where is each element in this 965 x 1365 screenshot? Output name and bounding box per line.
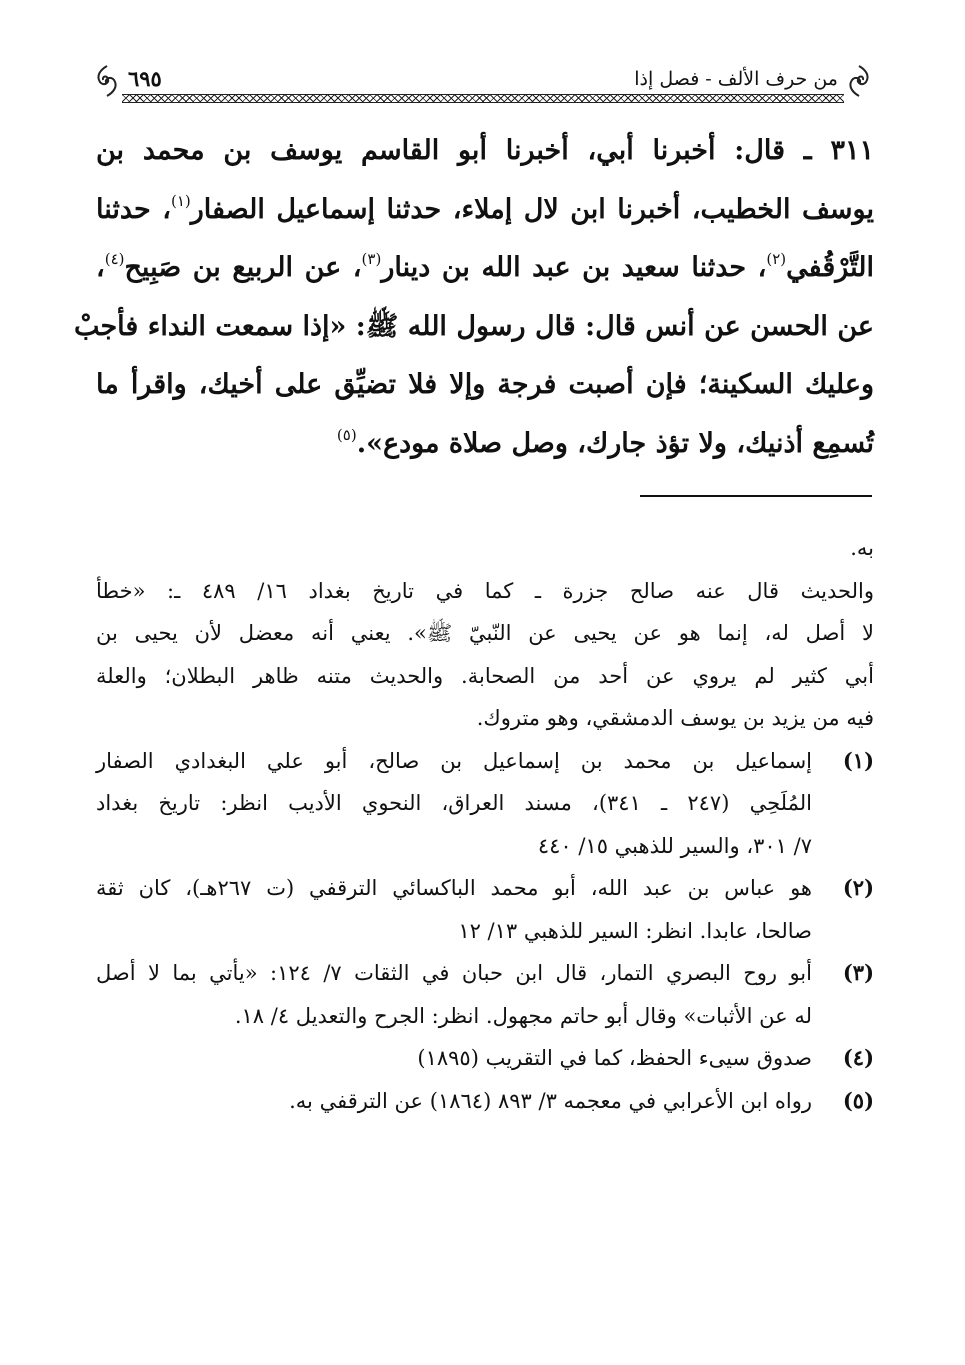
footnote-continuation-line: أبي كثير لم يروي عن أحد من الصحابة. والحديث متنه ظاهر البطلان؛ والعلة: [96, 663, 874, 688]
main-text: [73, 122, 874, 473]
footnote-item: [96, 1080, 874, 1123]
main-line: التَّرْقُفي$^{(٢)}$، حدثنا سعيد بن عبد الله بن دينار$^{(٣)}$، عن الربيع بن صَبِيح$^{(٤)}$،: [96, 250, 874, 283]
header-divider: [122, 94, 844, 103]
footnote-item: [96, 952, 874, 1037]
footnote-continuation-line: به.: [850, 536, 874, 560]
footnote-ref[interactable]: (٤): [104, 250, 125, 268]
footnote-item: [96, 1037, 874, 1080]
footnote-ref[interactable]: (٢): [766, 250, 787, 268]
main-line: تُسمِع أذنيك، ولا تؤذ جارك، وصل صلاة مودع».$^{(٥)}$: [336, 425, 874, 459]
main-line: يوسف الخطيب، أخبرنا ابن لال إملاء، حدثنا إسماعيل الصفار$^{(١)}$، حدثنا: [96, 191, 874, 225]
footnotes: [96, 527, 874, 1122]
footnote-ref[interactable]: (٥): [336, 425, 357, 444]
footnote-line: هو عباس بن عبد الله، أبو محمد الباكسائي الترقفي (ت ٢٦٧هـ)، كان ثقة: [96, 876, 812, 900]
running-header: [92, 56, 874, 102]
footnote-line: صالحا، عابدا. انظر: السير للذهبي ١٣/ ١٢: [458, 918, 812, 943]
footnote-number: (٣): [842, 960, 874, 985]
header-title: من حرف الألف - فصل إذا: [634, 68, 838, 90]
main-line: عن الحسن عن أنس قال: قال رسول الله ﷺ: «إذا سمعت النداء فأجبْ: [73, 310, 874, 342]
footnote-number: (٤): [842, 1045, 874, 1070]
page-number: ٦٩٥: [128, 66, 162, 91]
footnote-number: (٥): [842, 1087, 874, 1113]
footnote-line: المُلَحِي (٢٤٧ ـ ٣٤١)، مسند العراق، النحوي الأديب انظر: تاريخ بغداد: [96, 791, 812, 815]
footnote-line: أبو روح البصري التمار، قال ابن حبان في الثقات ٧/ ١٢٤: «يأتي بما لا أصل: [96, 961, 812, 985]
footnote-ref[interactable]: (١): [170, 191, 191, 210]
footnote-continuation-line: والحديث قال عنه صالح جزرة ـ كما في تاريخ بغداد ١٦/ ٤٨٩ ـ: «خطأ: [96, 578, 874, 603]
footnote-separator: [640, 495, 872, 497]
ornament-icon: [92, 64, 122, 98]
footnote-number: (١): [842, 747, 874, 773]
footnote-line: ٧/ ٣٠١، والسير للذهبي ١٥/ ٤٤٠: [537, 833, 812, 858]
footnote-line: صدوق سيىء الحفظ، كما في التقريب (١٨٩٥): [417, 1046, 812, 1070]
footnote-number: (٢): [842, 875, 874, 900]
footnote-ref[interactable]: (٣): [361, 250, 382, 268]
footnote-line: رواه ابن الأعرابي في معجمه ٣/ ٨٩٣ (١٨٦٤) عن الترقفي به.: [289, 1088, 812, 1113]
ornament-icon: [844, 64, 874, 98]
footnote-line: إسماعيل بن محمد بن إسماعيل بن صالح، أبو علي البغدادي الصفار: [96, 748, 812, 773]
main-line: وعليك السكينة؛ فإن أصبت فرجة وإلا فلا تضيِّق على أخيك، واقرأ ما: [96, 369, 874, 400]
footnote-line: له عن الأثبات» وقال أبو حاتم مجهول. انظر: الجرح والتعديل ٤/ ١٨.: [234, 1003, 812, 1028]
footnote-item: [96, 867, 874, 952]
footnote-item: [96, 740, 874, 868]
main-line: ٣١١ ـ قال: أخبرنا أبي، أخبرنا أبو القاسم يوسف بن محمد بن: [96, 135, 874, 166]
footnote-continuation-line: فيه من يزيد بن يوسف الدمشقي، وهو متروك.: [476, 706, 874, 730]
footnote-continuation-line: لا أصل له، إنما هو عن يحيى عن النّبيّ ﷺ». يعني أنه معضل لأن يحيى بن: [96, 621, 874, 645]
